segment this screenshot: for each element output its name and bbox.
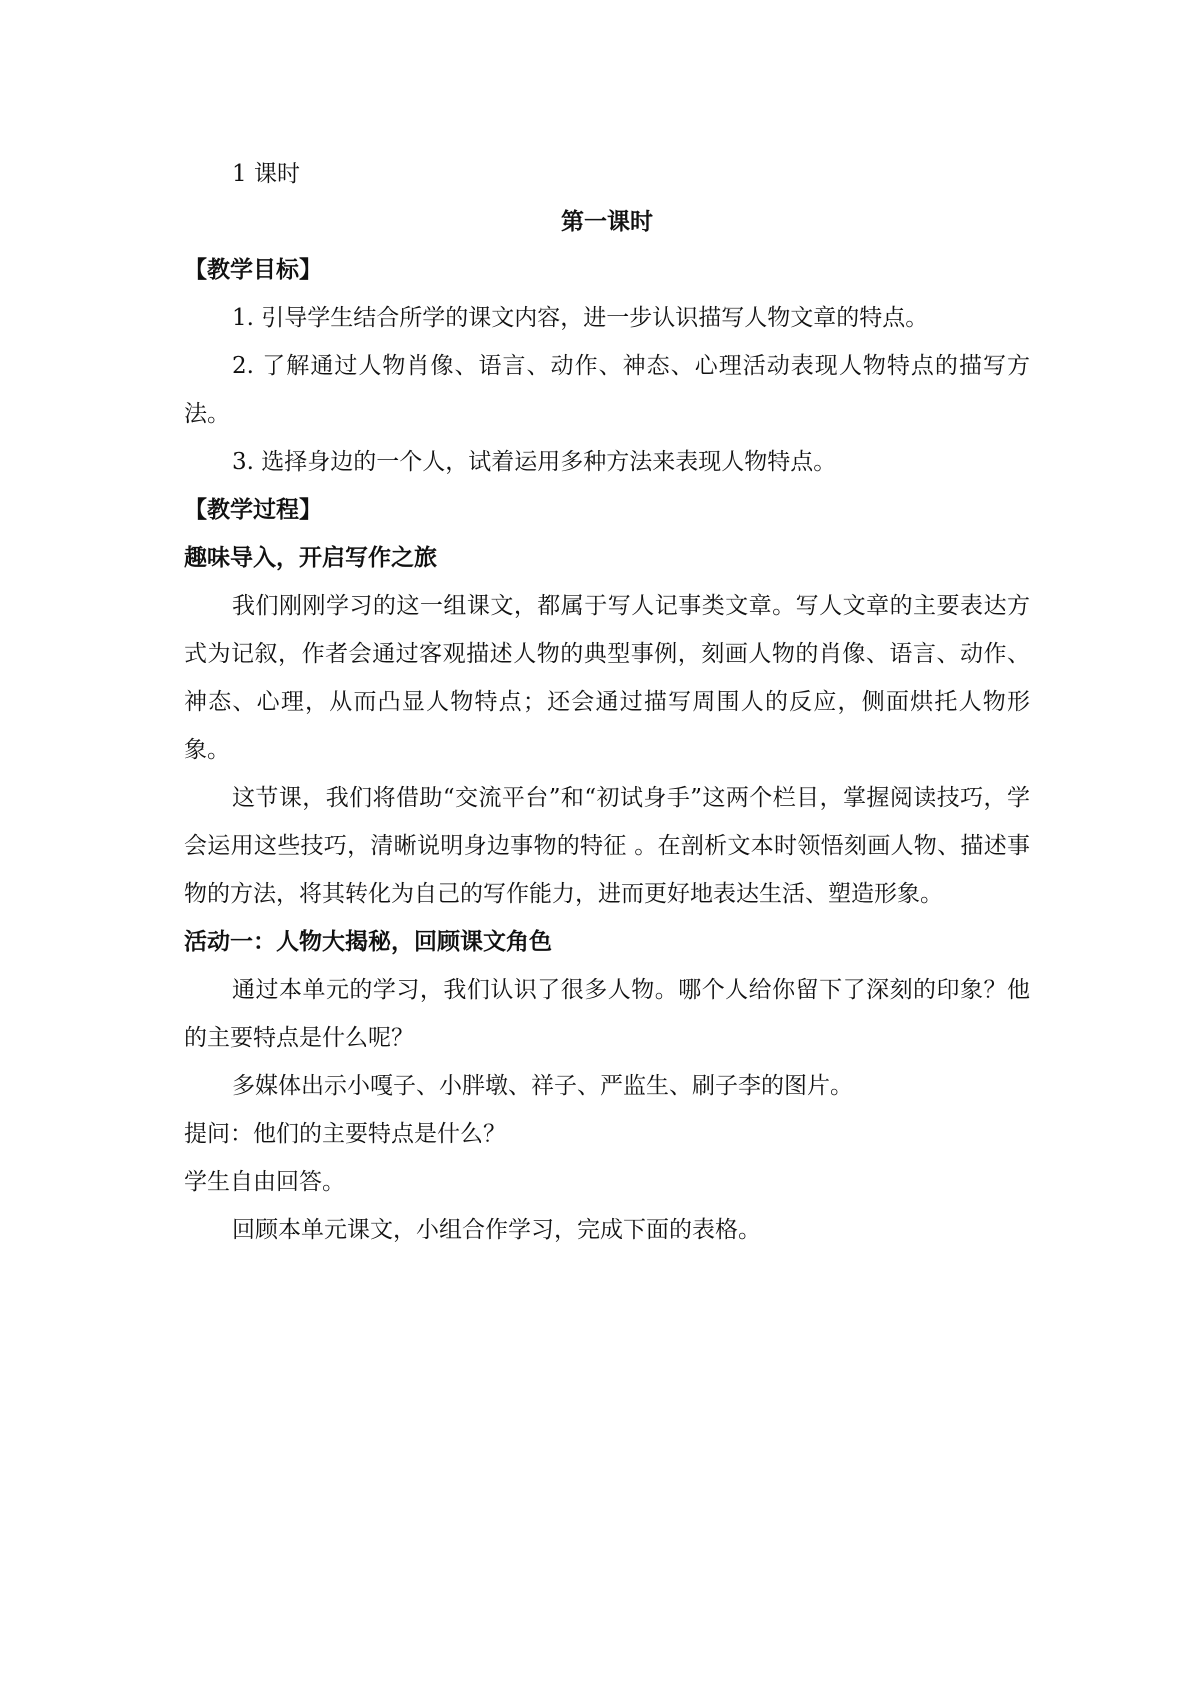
class-hours: 1 课时 xyxy=(232,161,300,187)
lesson-title: 第一课时 xyxy=(561,209,653,235)
process-heading: 【教学过程】 xyxy=(184,497,322,523)
goal-item: 2. 了解通过人物肖像、语言、动作、神态、心理活动表现人物特点的描写方法。 xyxy=(184,353,1030,427)
activity1-task: 回顾本单元课文，小组合作学习，完成下面的表格。 xyxy=(232,1217,761,1243)
document-page xyxy=(184,150,1030,1254)
intro-paragraph: 这节课，我们将借助“交流平台”和“初试身手”这两个栏目，掌握阅读技巧，学会运用这些技巧，清晰说明身边事物的特征 。在剖析文本时领悟刻画人物、描述事物的方法，将其转化为自己的写作能力，进而更好地表达生活、塑造形象。 xyxy=(184,785,1030,907)
goal-item: 1. 引导学生结合所学的课文内容，进一步认识描写人物文章的特点。 xyxy=(232,305,929,331)
activity1-answer: 学生自由回答。 xyxy=(184,1169,345,1195)
intro-heading: 趣味导入，开启写作之旅 xyxy=(184,545,437,571)
goals-heading: 【教学目标】 xyxy=(184,257,322,283)
goal-item: 3. 选择身边的一个人，试着运用多种方法来表现人物特点。 xyxy=(232,449,837,475)
activity1-media: 多媒体出示小嘎子、小胖墩、祥子、严监生、刷子李的图片。 xyxy=(232,1073,853,1099)
activity1-heading: 活动一：人物大揭秘，回顾课文角色 xyxy=(184,929,552,955)
activity1-question: 通过本单元的学习，我们认识了很多人物。哪个人给你留下了深刻的印象？他的主要特点是什么呢？ xyxy=(184,977,1030,1051)
intro-paragraph: 我们刚刚学习的这一组课文，都属于写人记事类文章。写人文章的主要表达方式为记叙，作者会通过客观描述人物的典型事例，刻画人物的肖像、语言、动作、神态、心理，从而凸显人物特点；还会通过描写周围人的反应，侧面烘托人物形象。 xyxy=(184,593,1030,763)
activity1-ask: 提问：他们的主要特点是什么？ xyxy=(184,1121,506,1147)
